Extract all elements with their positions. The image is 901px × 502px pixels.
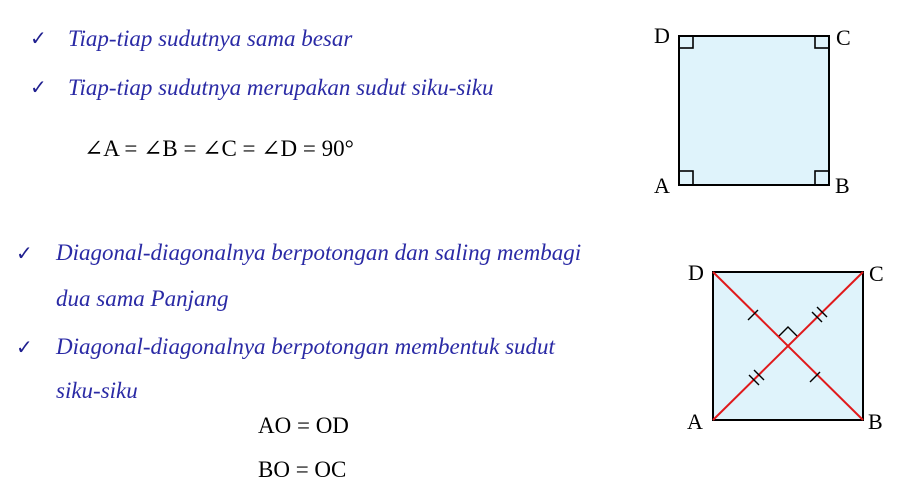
- formula-ao-od: AO = OD: [258, 413, 349, 438]
- angle-equality-formula: ∠A = ∠B = ∠C = ∠D = 90°: [84, 136, 354, 161]
- check-icon: ✓: [30, 75, 47, 99]
- check-icon: ✓: [16, 241, 33, 265]
- check-icon: ✓: [30, 26, 47, 50]
- formula-bo-oc: BO = OC: [258, 457, 347, 482]
- property-diagonals-perpendicular-line2: siku-siku: [56, 378, 138, 403]
- property-diagonals-perpendicular-line1: Diagonal-diagonalnya berpotongan membentuk sudut: [56, 334, 555, 359]
- vertex-label-b: B: [835, 173, 850, 198]
- property-equal-angles: Tiap-tiap sudutnya sama besar: [68, 26, 353, 51]
- vertex-label-c: C: [836, 25, 851, 50]
- check-icon: ✓: [16, 335, 33, 359]
- vertex-label-a: A: [687, 409, 703, 434]
- vertex-label-d: D: [688, 260, 704, 285]
- vertex-label-c: C: [869, 261, 884, 286]
- vertex-label-b: B: [868, 409, 883, 434]
- property-diagonals-bisect-line2: dua sama Panjang: [56, 286, 229, 311]
- property-diagonals-bisect-line1: Diagonal-diagonalnya berpotongan dan saling membagi: [56, 240, 582, 265]
- vertex-label-d: D: [654, 23, 670, 48]
- property-right-angles: Tiap-tiap sudutnya merupakan sudut siku-siku: [68, 75, 494, 100]
- vertex-label-a: A: [654, 173, 670, 198]
